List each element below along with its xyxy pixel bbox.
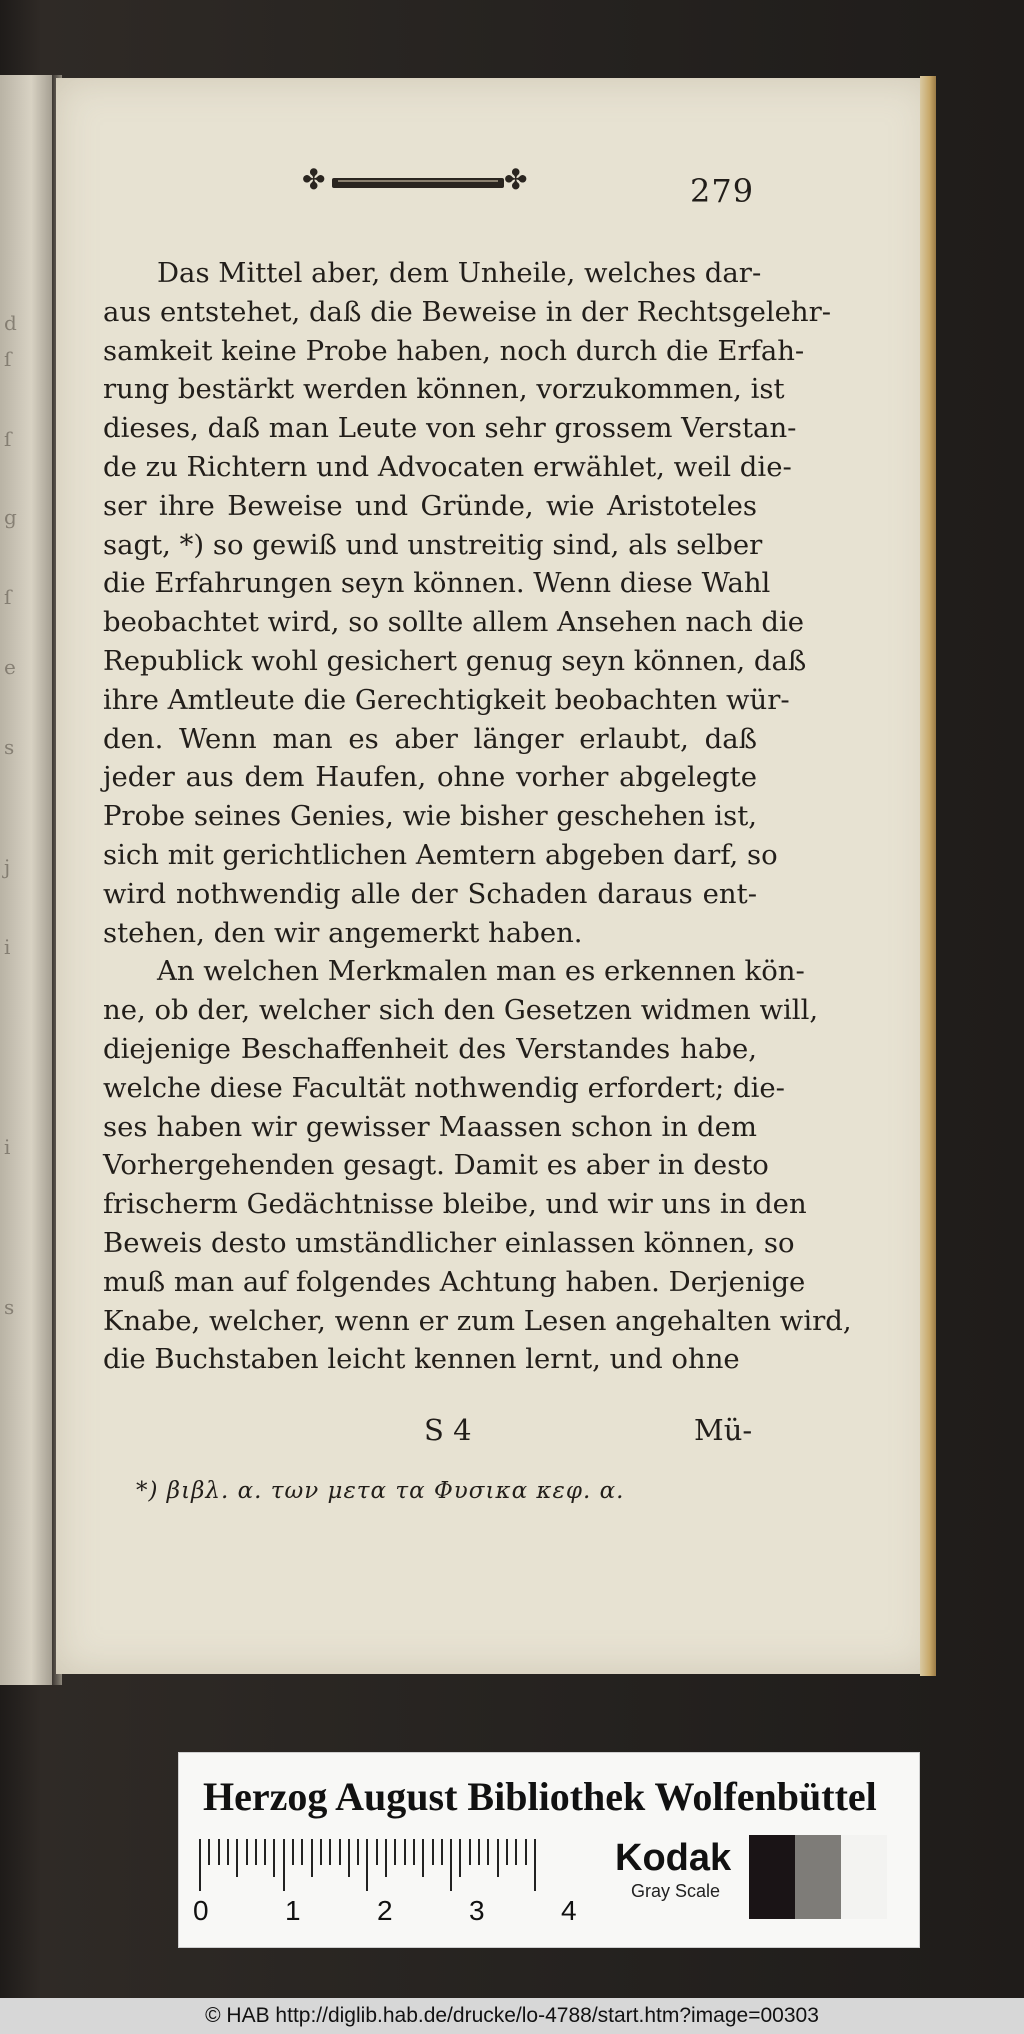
ruler-tick [311,1839,313,1877]
ruler-tick [246,1839,248,1865]
ruler-tick [255,1839,257,1865]
ruler-number: 2 [377,1895,393,1926]
gray-swatch-white [841,1835,887,1919]
ruler-tick [478,1839,480,1865]
text-line: stehen, den wir angemerkt haben. [103,916,583,949]
copyright-footer: © HAB http://diglib.hab.de/drucke/lo-4788/start.htm?image=00303 [0,1998,1024,2034]
ruler-tick [525,1839,527,1865]
text-line: ser ihre Beweise und Gründe, wie Aristoteles [103,489,757,522]
ruler-tick [422,1839,424,1877]
text-line: den. Wenn man es aber länger erlaubt, daß [103,722,757,755]
ornament-star-icon: ✤ [302,163,326,196]
text-line: die Buchstaben leicht kennen lernt, und ohne [103,1343,740,1376]
ruler-tick [404,1839,406,1865]
text-line: jeder aus dem Haufen, ohne vorher abgelegte [103,761,757,794]
ruler-tick [413,1839,415,1865]
footnote: *) βιβλ. α. των μετα τα Φυσικα κεφ. α. [136,1478,625,1504]
ruler-tick [329,1839,331,1865]
ruler-tick [534,1839,536,1891]
text-line: Das Mittel aber, dem Unheile, welches dar- [157,257,762,289]
facing-page-edge: d ſ ſ g ſ e s j i i s [0,75,54,1685]
ruler-tick [348,1839,350,1877]
ruler-tick [339,1839,341,1865]
ruler-number: 0 [193,1895,209,1926]
ruler-tick [506,1839,508,1865]
ruler-tick [432,1839,434,1865]
gray-swatch-mid [795,1835,841,1919]
text-line: dieses, daß man Leute von sehr grossem Verstan- [103,412,797,445]
text-line: sich mit gerichtlichen Aemtern abgeben darf, so [103,838,778,871]
text-line: An welchen Merkmalen man es erkennen kön- [157,955,805,988]
text-line: samkeit keine Probe haben, noch durch die Erfah- [103,334,805,367]
text-line: beobachtet wird, so sollte allem Ansehen nach die [103,606,805,639]
text-line: ses haben wir gewisser Maassen schon in dem [103,1110,757,1143]
ruler-tick [515,1839,517,1865]
body-text [103,254,852,1379]
kodak-logo: Kodak [615,1837,732,1879]
color-calibration-card [178,1752,920,1948]
text-line: ihre Amtleute die Gerechtigkeit beobachten wür- [103,683,790,716]
text-line: wird nothwendig alle der Schaden daraus ent- [103,877,757,910]
ruler-tick [469,1839,471,1865]
text-line: die Erfahrungen seyn können. Wenn diese Wahl [103,567,771,600]
text-line: diejenige Beschaffenheit des Verstandes habe, [103,1032,757,1065]
ruler-tick [292,1839,294,1865]
ruler-tick [441,1839,443,1865]
ruler-tick [227,1839,229,1865]
catchword: Mü- [694,1413,753,1447]
text-line: Beweis desto umständlicher einlassen können, so [103,1226,795,1259]
ruler-tick [459,1839,461,1877]
ruler-number: 1 [285,1895,301,1926]
text-line: aus entstehet, daß die Beweise in der Rechtsgelehr- [103,295,832,328]
page-edge [920,76,936,1676]
ruler-tick [273,1839,275,1877]
text-line: ne, ob der, welcher sich den Gesetzen widmen will, [103,994,819,1027]
ruler-tick [376,1839,378,1865]
ruler-tick [264,1839,266,1865]
text-line: frischerm Gedächtnisse bleibe, und wir uns in den [103,1188,807,1221]
ruler-number: 3 [469,1895,485,1926]
page-number: 279 [690,172,755,210]
ruler-tick [357,1839,359,1865]
ruler-tick [450,1839,452,1891]
ruler-tick [301,1839,303,1865]
text-line: rung bestärkt werden können, vorzukommen, ist [103,373,785,406]
ruler-tick [218,1839,220,1865]
ruler-tick [487,1839,489,1865]
ruler-tick [385,1839,387,1877]
text-line: welche diese Facultät nothwendig erfordert; die- [103,1071,785,1104]
ruler-tick [208,1839,210,1865]
gray-swatch-black [749,1835,795,1919]
text-line: Probe seines Genies, wie bisher geschehen ist, [103,800,757,833]
ornament-star-icon: ✤ [504,163,528,196]
header-ornament [302,163,534,196]
text-line: Republick wohl gesichert genug seyn können, daß [103,644,807,677]
ruler-tick [497,1839,499,1877]
signature-mark: S 4 [424,1413,472,1447]
ruler-tick [236,1839,238,1877]
text-line: Vorhergehenden gesagt. Damit es aber in desto [103,1149,769,1182]
measurement-ruler [193,1839,577,1935]
gray-scale-label: Gray Scale [631,1881,721,1901]
ruler-number: 4 [561,1895,577,1926]
text-line: muß man auf folgendes Achtung haben. Derjenige [103,1265,806,1298]
ruler-tick [366,1839,368,1891]
text-line: sagt, *) so gewiß und unstreitig sind, als selber [103,528,763,561]
ruler-tick [199,1839,201,1891]
ruler-tick [320,1839,322,1865]
card-title: Herzog August Bibliothek Wolfenbüttel [203,1774,877,1819]
ruler-tick [283,1839,285,1891]
text-line: Knabe, welcher, wenn er zum Lesen angehalten wird, [103,1304,852,1337]
ruler-tick [394,1839,396,1865]
text-line: de zu Richtern und Advocaten erwählet, weil die- [103,450,792,483]
